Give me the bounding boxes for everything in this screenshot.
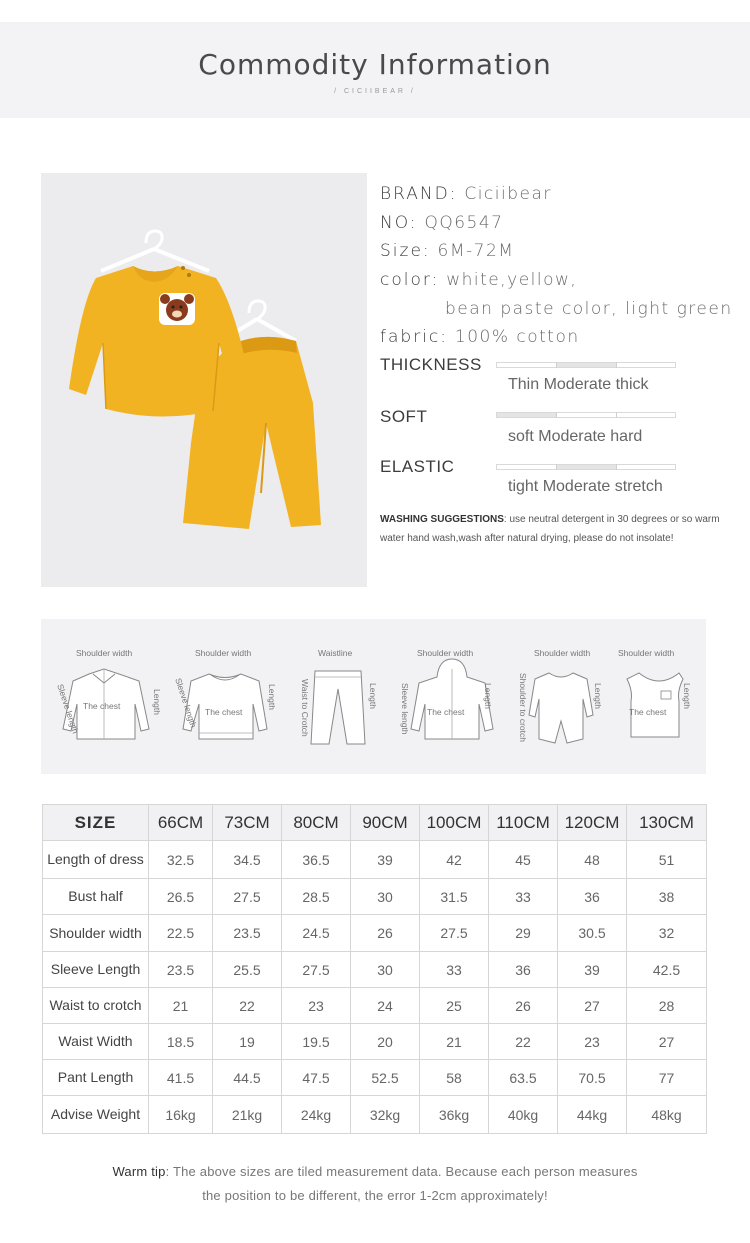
guide-2-top: Shoulder width (195, 648, 252, 658)
table-cell: 22.5 (149, 915, 213, 952)
table-cell: 21 (420, 1024, 489, 1060)
elastic-labels: tight Moderate stretch (508, 478, 663, 495)
guide-5-right: Length (593, 683, 603, 709)
color-row-cont (445, 299, 733, 319)
table-cell: 47.5 (282, 1060, 351, 1096)
size-table-body (43, 841, 707, 1134)
guide-1-right: Length (152, 689, 162, 715)
table-cell: 22 (489, 1024, 558, 1060)
guide-3-left: Waist to Crotch (300, 679, 310, 737)
table-cell: 23.5 (213, 915, 282, 952)
size-col: 110CM (489, 805, 558, 841)
washing-suggestions (380, 510, 725, 548)
table-cell: 19.5 (282, 1024, 351, 1060)
table-cell: 36 (489, 952, 558, 988)
color-value-1: white,yellow, (446, 270, 578, 290)
row-label: Advise Weight (43, 1096, 149, 1134)
table-cell: 21kg (213, 1096, 282, 1134)
guide-3-top: Waistline (318, 648, 353, 658)
table-cell: 27.5 (420, 915, 489, 952)
washing-label: WASHING SUGGESTIONS (380, 514, 504, 525)
guide-4-right: Length (483, 683, 493, 709)
size-col: 100CM (420, 805, 489, 841)
table-cell: 30.5 (558, 915, 627, 952)
row-label: Pant Length (43, 1060, 149, 1096)
table-cell: 39 (351, 841, 420, 879)
brand-subtitle: / CICIIBEAR / (334, 88, 416, 95)
no-row (380, 213, 503, 233)
size-col: 90CM (351, 805, 420, 841)
guide-2-left: Sleeve length (173, 676, 199, 729)
guide-2-right: Length (267, 684, 277, 710)
fabric-value: 100% cotton (454, 327, 580, 347)
table-cell: 39 (558, 952, 627, 988)
table-cell: 38 (627, 879, 707, 915)
row-label: Sleeve Length (43, 952, 149, 988)
table-cell: 36kg (420, 1096, 489, 1134)
thickness-scale (496, 362, 676, 368)
table-cell: 25 (420, 988, 489, 1024)
table-cell: 23.5 (149, 952, 213, 988)
table-cell: 32 (627, 915, 707, 952)
size-col: 80CM (282, 805, 351, 841)
guide-6-right: Length (682, 683, 692, 709)
washing-text: : use neutral detergent in 30 degrees or so warm water hand wash,wash after natural drying, please do not insolate! (380, 514, 720, 544)
guide-3-right: Length (368, 683, 378, 709)
size-col: 66CM (149, 805, 213, 841)
table-cell: 44kg (558, 1096, 627, 1134)
soft-title: SOFT (380, 407, 428, 426)
table-cell: 70.5 (558, 1060, 627, 1096)
table-row (43, 1096, 707, 1134)
table-cell: 24.5 (282, 915, 351, 952)
table-cell: 29 (489, 915, 558, 952)
guide-4-left: Sleeve length (400, 683, 410, 735)
guide-4-top: Shoulder width (417, 648, 474, 658)
table-cell: 28 (627, 988, 707, 1024)
size-table (42, 804, 707, 1134)
guide-5-left: Shoulder to crotch (518, 673, 528, 742)
fabric-row (380, 327, 580, 347)
brand-value: Ciciibear (464, 184, 552, 204)
table-cell: 42.5 (627, 952, 707, 988)
color-row (380, 270, 577, 290)
size-col: 73CM (213, 805, 282, 841)
guide-4-center: The chest (427, 707, 465, 717)
row-label: Length of dress (43, 841, 149, 879)
color-value-2: bean paste color, light green (445, 299, 733, 319)
table-cell: 52.5 (351, 1060, 420, 1096)
elastic-title: ELASTIC (380, 457, 455, 476)
guide-vest (613, 619, 706, 774)
table-cell: 32kg (351, 1096, 420, 1134)
table-cell: 22 (213, 988, 282, 1024)
guide-5-top: Shoulder width (534, 648, 591, 658)
table-cell: 20 (351, 1024, 420, 1060)
table-cell: 26.5 (149, 879, 213, 915)
table-cell: 30 (351, 952, 420, 988)
table-cell: 26 (489, 988, 558, 1024)
measurement-guide (41, 619, 706, 774)
table-cell: 51 (627, 841, 707, 879)
table-row (43, 841, 707, 879)
soft-selected-segment (497, 413, 556, 417)
table-cell: 25.5 (213, 952, 282, 988)
table-cell: 24kg (282, 1096, 351, 1134)
pajama-set-illustration (41, 173, 367, 587)
table-cell: 33 (420, 952, 489, 988)
guide-2-center: The chest (205, 707, 243, 717)
size-value: 6M-72M (437, 241, 515, 261)
table-cell: 44.5 (213, 1060, 282, 1096)
row-label: Shoulder width (43, 915, 149, 952)
row-label: Waist Width (43, 1024, 149, 1060)
table-cell: 21 (149, 988, 213, 1024)
tip-label: Warm tip (112, 1164, 166, 1179)
size-row (380, 241, 514, 261)
table-cell: 27 (558, 988, 627, 1024)
guide-sweater (169, 619, 279, 774)
guide-1-center: The chest (83, 701, 121, 711)
row-label: Waist to crotch (43, 988, 149, 1024)
product-photo (41, 173, 367, 587)
table-cell: 36 (558, 879, 627, 915)
tip-line-1: : The above sizes are tiled measurement data. Because each person measures (165, 1164, 638, 1179)
table-cell: 27.5 (213, 879, 282, 915)
table-cell: 19 (213, 1024, 282, 1060)
soft-scale (496, 412, 676, 418)
table-cell: 23 (282, 988, 351, 1024)
table-row (43, 915, 707, 952)
table-cell: 77 (627, 1060, 707, 1096)
table-cell: 23 (558, 1024, 627, 1060)
table-cell: 48 (558, 841, 627, 879)
brand-row (380, 184, 552, 204)
table-row (43, 952, 707, 988)
table-cell: 27 (627, 1024, 707, 1060)
guide-shirt (49, 619, 162, 774)
color-label: color: (380, 270, 440, 290)
table-cell: 36.5 (282, 841, 351, 879)
brand-label: BRAND: (380, 184, 458, 204)
no-value: QQ6547 (424, 213, 504, 233)
guide-romper (517, 619, 607, 774)
header-band (0, 22, 750, 118)
size-label: Size: (380, 241, 431, 261)
size-col: 130CM (627, 805, 707, 841)
table-cell: 31.5 (420, 879, 489, 915)
tip-line-2: the position to be different, the error 1-2cm approximately! (202, 1188, 548, 1203)
guide-pants (293, 619, 383, 774)
table-cell: 41.5 (149, 1060, 213, 1096)
table-cell: 42 (420, 841, 489, 879)
guide-1-left: Sleeve length (55, 682, 81, 735)
table-cell: 32.5 (149, 841, 213, 879)
thickness-title: THICKNESS (380, 355, 482, 374)
guide-hoodie (397, 619, 507, 774)
page-title: Commodity Information (198, 48, 552, 81)
no-label: NO: (380, 213, 418, 233)
soft-labels: soft Moderate hard (508, 428, 643, 445)
elastic-scale (496, 464, 676, 470)
table-cell: 27.5 (282, 952, 351, 988)
table-cell: 24 (351, 988, 420, 1024)
table-row (43, 1060, 707, 1096)
table-cell: 26 (351, 915, 420, 952)
table-row (43, 988, 707, 1024)
table-cell: 58 (420, 1060, 489, 1096)
size-col: 120CM (558, 805, 627, 841)
vest-icon (613, 619, 706, 774)
table-cell: 30 (351, 879, 420, 915)
size-corner: SIZE (43, 805, 149, 841)
table-cell: 16kg (149, 1096, 213, 1134)
table-cell: 28.5 (282, 879, 351, 915)
table-row (43, 879, 707, 915)
thickness-selected-segment (557, 363, 616, 367)
thickness-labels: Thin Moderate thick (508, 376, 649, 393)
guide-1-top: Shoulder width (76, 648, 133, 658)
warm-tip (0, 1160, 750, 1208)
table-cell: 63.5 (489, 1060, 558, 1096)
table-row (43, 1024, 707, 1060)
table-cell: 48kg (627, 1096, 707, 1134)
row-label: Bust half (43, 879, 149, 915)
table-cell: 34.5 (213, 841, 282, 879)
fabric-label: fabric: (380, 327, 448, 347)
size-header-row (43, 805, 707, 841)
guide-6-center: The chest (629, 707, 667, 717)
table-cell: 18.5 (149, 1024, 213, 1060)
guide-6-top: Shoulder width (618, 648, 675, 658)
table-cell: 40kg (489, 1096, 558, 1134)
table-cell: 33 (489, 879, 558, 915)
table-cell: 45 (489, 841, 558, 879)
elastic-selected-segment (557, 465, 616, 469)
